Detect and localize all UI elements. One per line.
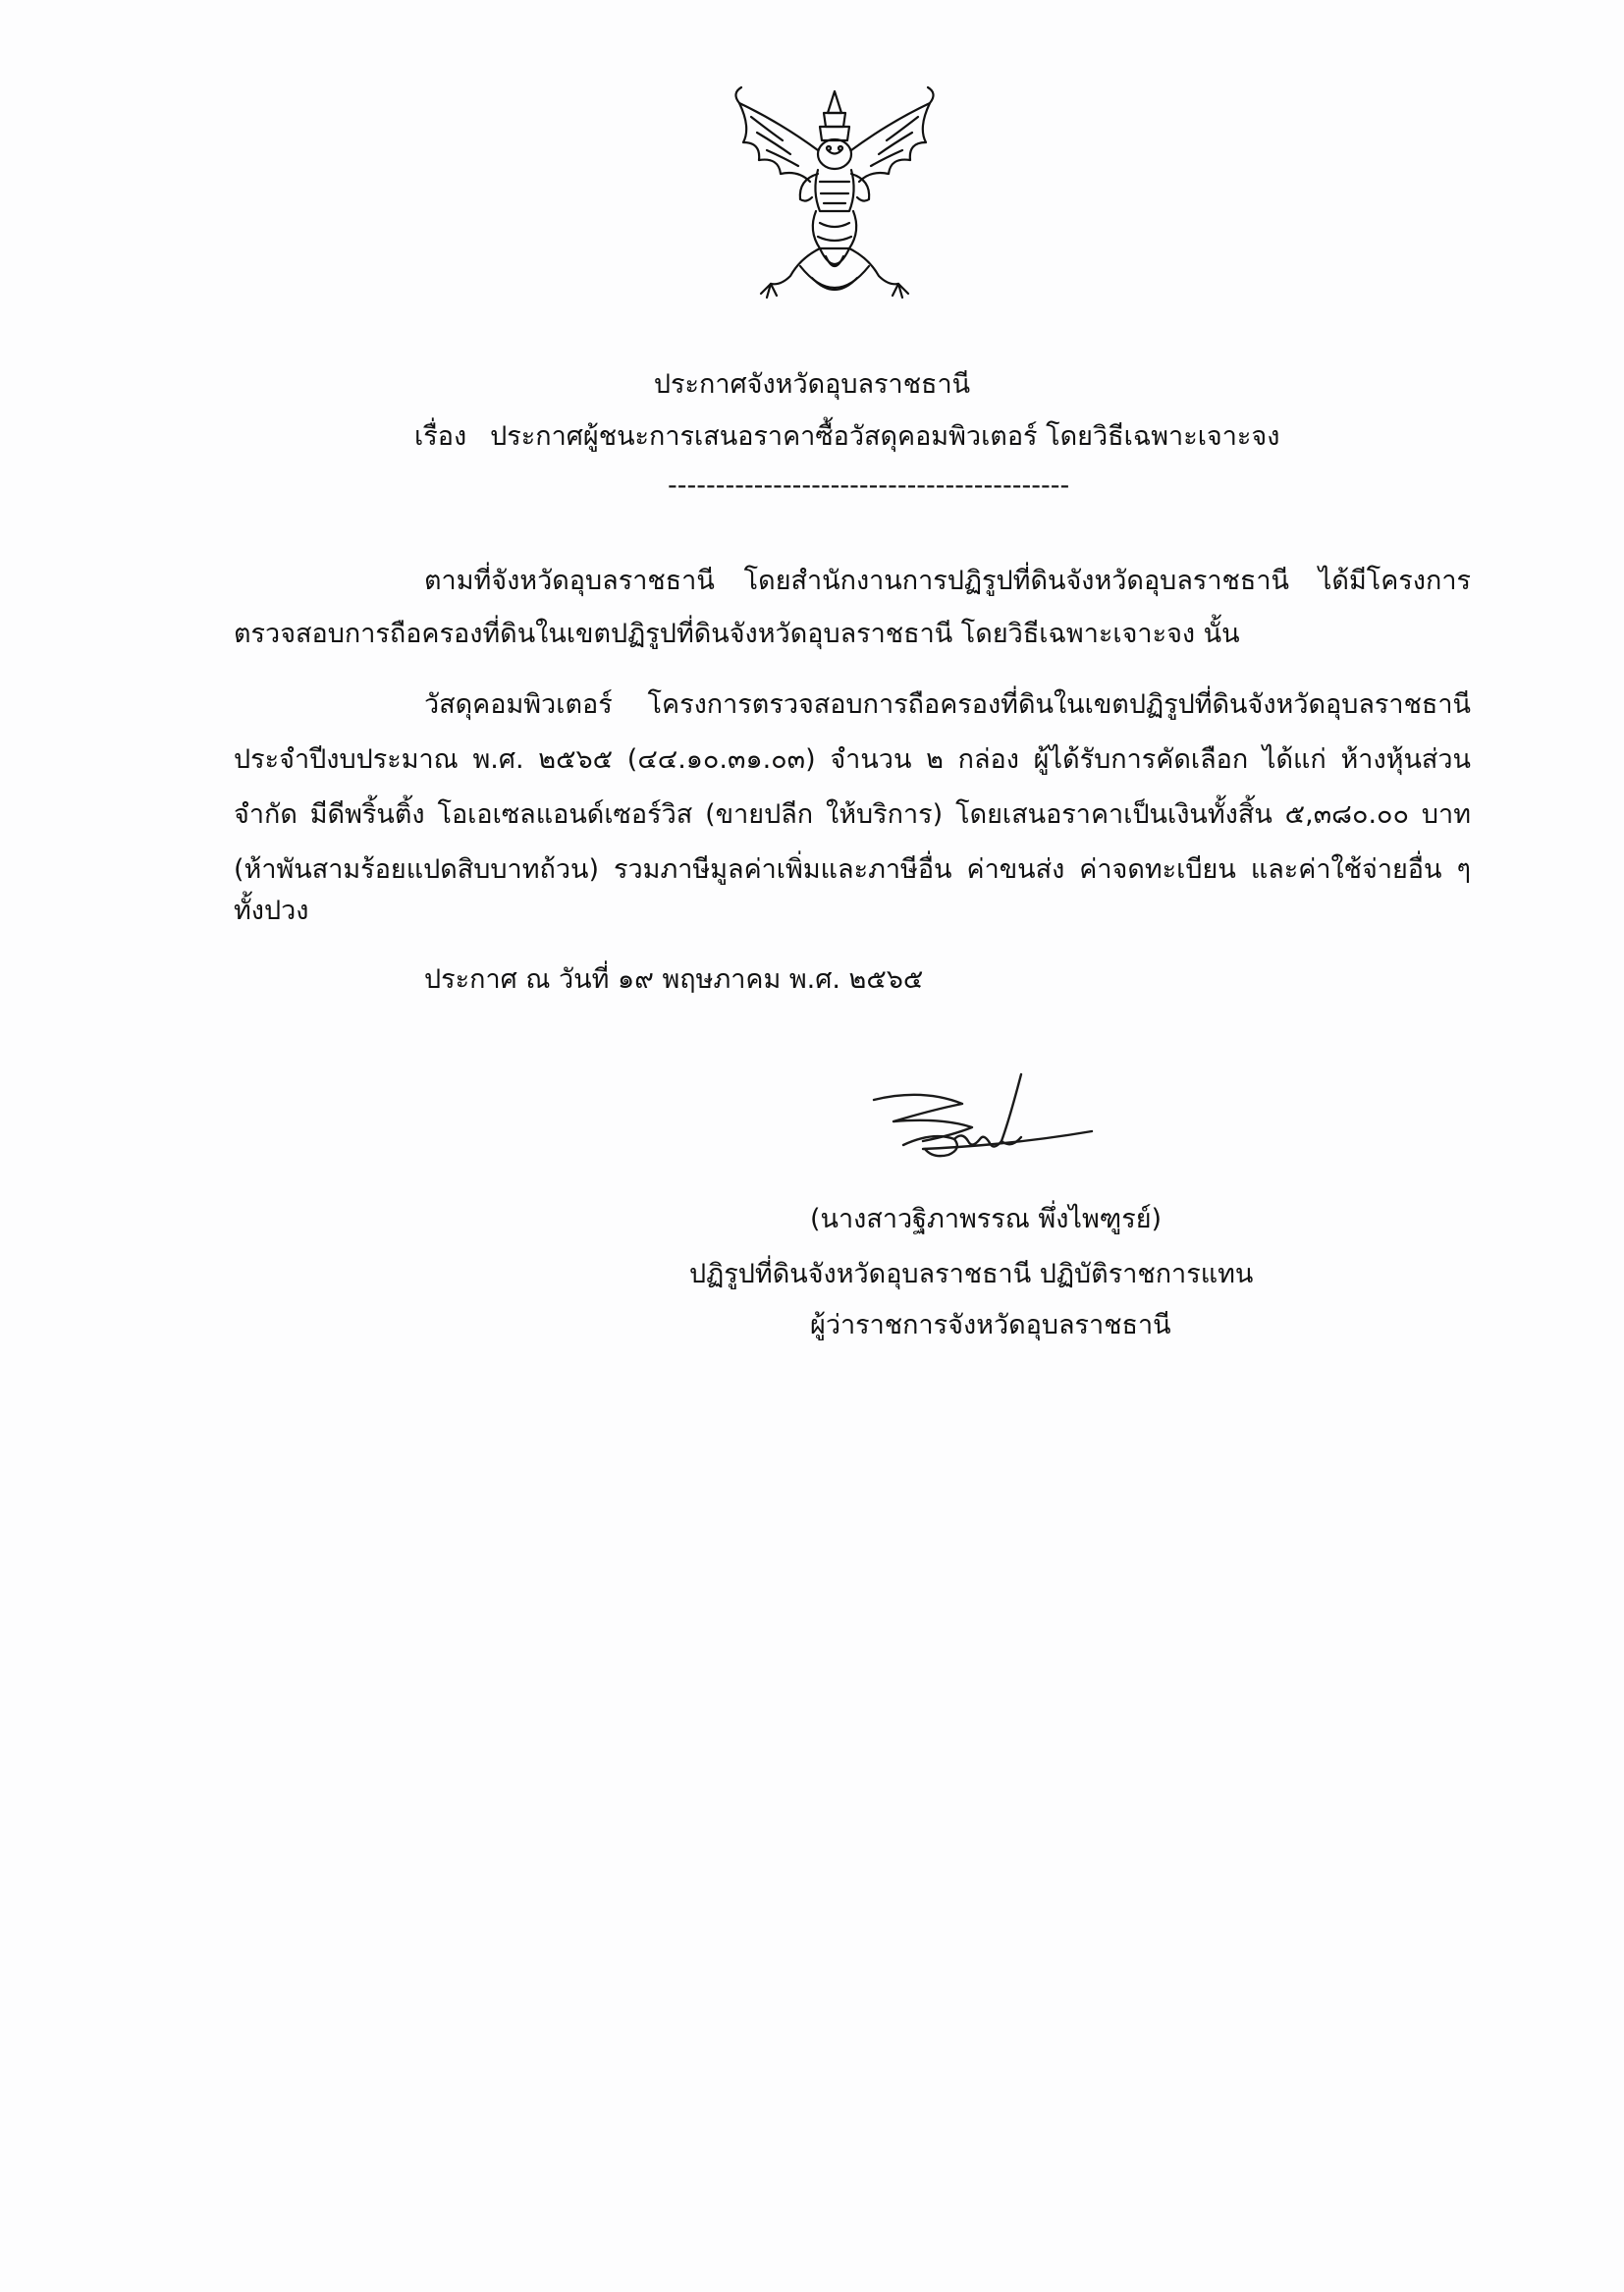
announcement-date: ประกาศ ณ วันที่ ๑๙ พฤษภาคม พ.ศ. ๒๕๖๕ bbox=[424, 964, 924, 995]
title-divider: ------------------------------------------ bbox=[668, 470, 1070, 501]
handwritten-signature bbox=[864, 1070, 1100, 1178]
signer-name: (นางสาวฐิภาพรรณ พึ่งไพฑูรย์) bbox=[810, 1204, 1163, 1234]
paragraph2-line1: วัสดุคอมพิวเตอร์ โครงการตรวจสอบการถือครองที่ดินในเขตปฏิรูปที่ดินจังหวัดอุบลราชธานี bbox=[424, 689, 1471, 720]
paragraph2-line4: (ห้าพันสามร้อยแปดสิบบาทถ้วน) รวมภาษีมูลค่าเพิ่มและภาษีอื่น ค่าขนส่ง ค่าจดทะเบียน และค่าใช้จ่ายอื่น ๆ bbox=[234, 854, 1471, 885]
announcement-title: ประกาศจังหวัดอุบลราชธานี bbox=[653, 369, 971, 400]
paragraph2-line3: จำกัด มีดีพริ้นติ้ง โอเอเซลแอนด์เซอร์วิส (ขายปลีก ให้บริการ) โดยเสนอราคาเป็นเงินทั้งสิ้น ๕,๓๘๐.๐๐ บาท bbox=[234, 799, 1471, 830]
subject-line bbox=[414, 417, 1279, 457]
signer-position-2: ผู้ว่าราชการจังหวัดอุบลราชธานี bbox=[810, 1310, 1171, 1340]
paragraph2-line5: ทั้งปวง bbox=[234, 896, 309, 926]
garuda-emblem bbox=[722, 83, 947, 314]
signer-position-1: ปฏิรูปที่ดินจังหวัดอุบลราชธานี ปฏิบัติราชการแทน bbox=[689, 1259, 1254, 1289]
subject-text: ประกาศผู้ชนะการเสนอราคาซื้อวัสดุคอมพิวเตอร์ โดยวิธีเฉพาะเจาะจง bbox=[490, 421, 1280, 452]
paragraph2-line2: ประจำปีงบประมาณ พ.ศ. ๒๕๖๕ (๔๔.๑๐.๓๑.๐๓) จำนวน ๒ กล่อง ผู้ได้รับการคัดเลือก ได้แก่ ห้างหุ้นส่วน bbox=[234, 744, 1471, 775]
paragraph1-line2: ตรวจสอบการถือครองที่ดินในเขตปฏิรูปที่ดินจังหวัดอุบลราชธานี โดยวิธีเฉพาะเจาะจง นั้น bbox=[234, 619, 1240, 649]
subject-label: เรื่อง bbox=[414, 421, 467, 452]
paragraph1-line1: ตามที่จังหวัดอุบลราชธานี โดยสำนักงานการปฏิรูปที่ดินจังหวัดอุบลราชธานี ได้มีโครงการ bbox=[424, 566, 1471, 596]
